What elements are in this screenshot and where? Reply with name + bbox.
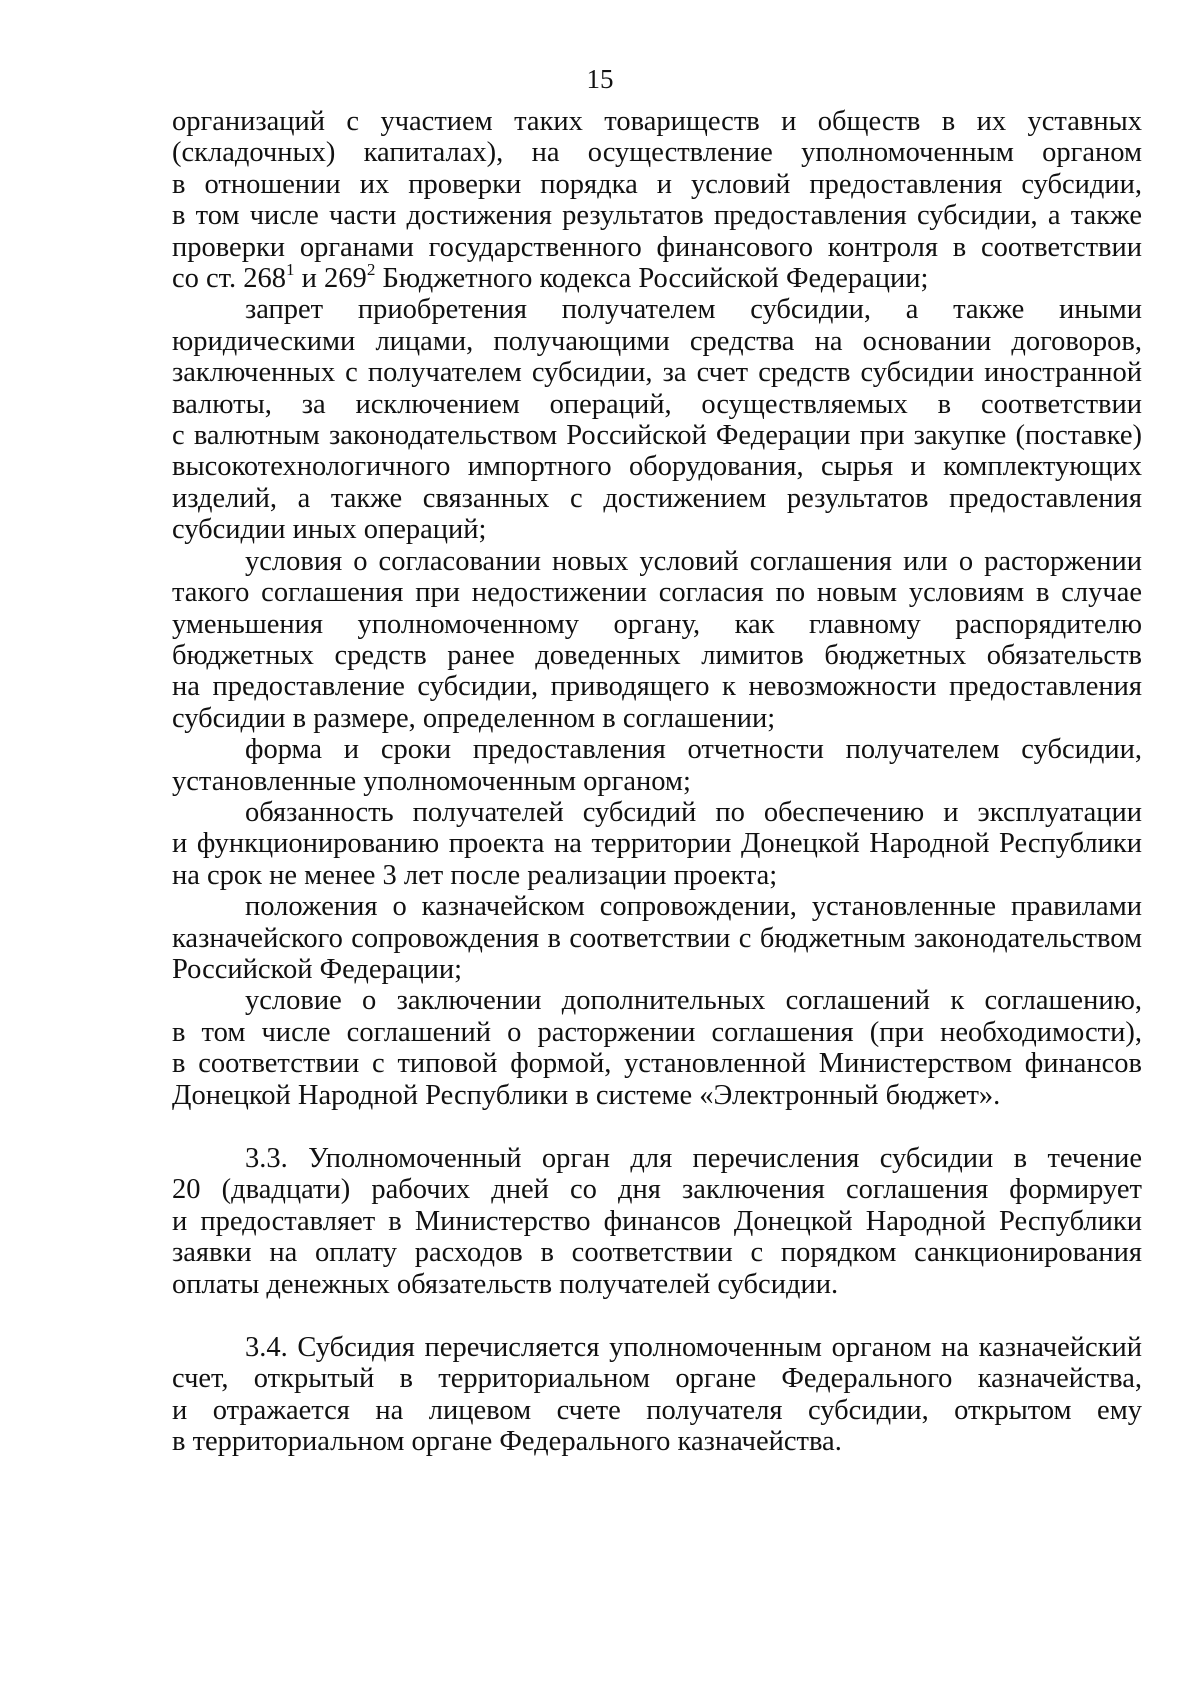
document-body	[172, 106, 1142, 1458]
superscript: 1	[286, 260, 295, 280]
page-number: 15	[586, 64, 614, 94]
text-line: на срок не менее 3 лет после реализации проекта;	[172, 859, 778, 891]
text-line: бюджетных средств ранее доведенных лимитов бюджетных обязательств	[172, 639, 1142, 671]
text-line: и отражается на лицевом счете получателя субсидии, открытом ему	[172, 1394, 1142, 1426]
text-line: заключенных с получателем субсидии, за счет средств субсидии иностранной	[172, 357, 1142, 389]
text-line: уменьшения уполномоченному органу, как главному распорядителю	[172, 608, 1142, 640]
text-line: такого соглашения при недостижении согласия по новым условиям в случае	[172, 577, 1142, 609]
text-line: запрет приобретения получателем субсидии, а также иными	[245, 294, 1142, 326]
text-line: (складочных) капиталах), на осуществление уполномоченным органом	[172, 137, 1142, 169]
text-line: Российской Федерации;	[172, 953, 463, 985]
text-line: и функционированию проекта на территории Донецкой Народной Республики	[172, 828, 1142, 860]
text-line: проверки органами государственного финансового контроля в соответствии	[172, 231, 1142, 263]
text-line: счет, открытый в территориальном органе Федерального казначейства,	[172, 1363, 1142, 1395]
text-line: Донецкой Народной Республики в системе «Электронный бюджет».	[172, 1079, 1001, 1111]
paragraph-additional-agreements	[172, 985, 1142, 1111]
text-line: 20 (двадцати) рабочих дней со дня заключения соглашения формирует	[172, 1174, 1142, 1206]
text-fragment: Бюджетного кодекса Российской Федерации;	[375, 263, 929, 295]
paragraph-recipient-obligation	[172, 797, 1142, 891]
text-line: в соответствии с типовой формой, установленной Министерством финансов	[172, 1048, 1142, 1080]
paragraph-reporting-form	[172, 734, 1142, 797]
text-line: положения о казначейском сопровождении, установленные правилами	[245, 891, 1142, 923]
paragraph-continuation	[172, 106, 1142, 294]
text-line: заявки на оплату расходов в соответствии с порядком санкционирования	[172, 1237, 1142, 1269]
text-line: оплаты денежных обязательств получателей субсидии.	[172, 1268, 839, 1300]
text-line	[172, 260, 1142, 295]
text-line: условие о заключении дополнительных соглашений к соглашению,	[245, 985, 1142, 1017]
text-line: в том числе части достижения результатов предоставления субсидии, а также	[172, 200, 1142, 232]
paragraph-section-3-3	[172, 1143, 1142, 1300]
text-line: форма и сроки предоставления отчетности получателем субсидии,	[245, 734, 1142, 766]
superscript: 2	[366, 260, 376, 280]
text-line: условия о согласовании новых условий соглашения или о расторжении	[245, 545, 1142, 577]
text-line: на предоставление субсидии, приводящего к невозможности предоставления	[172, 671, 1142, 703]
text-line: в отношении их проверки порядка и условий предоставления субсидии,	[172, 168, 1142, 200]
paragraph-section-3-4	[172, 1332, 1142, 1458]
paragraph-currency-ban	[172, 294, 1142, 545]
text-line: субсидии иных операций;	[172, 514, 487, 546]
text-line: субсидии в размере, определенном в соглашении;	[172, 702, 776, 734]
text-line: 3.3. Уполномоченный орган для перечисления субсидии в течение	[245, 1143, 1142, 1174]
paragraph-agreement-conditions	[172, 546, 1142, 734]
text-line: казначейского сопровождения в соответствии с бюджетным законодательством	[172, 922, 1142, 954]
text-line: валюты, за исключением операций, осуществляемых в соответствии	[172, 388, 1142, 420]
text-line: изделий, а также связанных с достижением результатов предоставления	[172, 482, 1142, 514]
text-line: обязанность получателей субсидий по обеспечению и эксплуатации	[245, 796, 1142, 828]
text-fragment: со ст. 268	[172, 263, 286, 295]
text-line: в том числе соглашений о расторжении соглашения (при необходимости),	[172, 1016, 1142, 1048]
paragraph-treasury-support	[172, 891, 1142, 985]
text-line: и предоставляет в Министерство финансов Донецкой Народной Республики	[172, 1205, 1142, 1237]
text-line: высокотехнологичного импортного оборудования, сырья и комплектующих	[172, 451, 1142, 483]
text-fragment: и 269	[294, 263, 367, 295]
text-line: 3.4. Субсидия перечисляется уполномоченным органом на казначейский	[245, 1332, 1142, 1364]
text-line: с валютным законодательством Российской Федерации при закупке (поставке)	[172, 420, 1142, 452]
text-line: установленные уполномоченным органом;	[172, 765, 691, 797]
text-line: юридическими лицами, получающими средства на основании договоров,	[172, 325, 1142, 357]
text-line: организаций с участием таких товариществ и обществ в их уставных	[172, 106, 1142, 137]
text-line: в территориальном органе Федерального казначейства.	[172, 1426, 842, 1458]
